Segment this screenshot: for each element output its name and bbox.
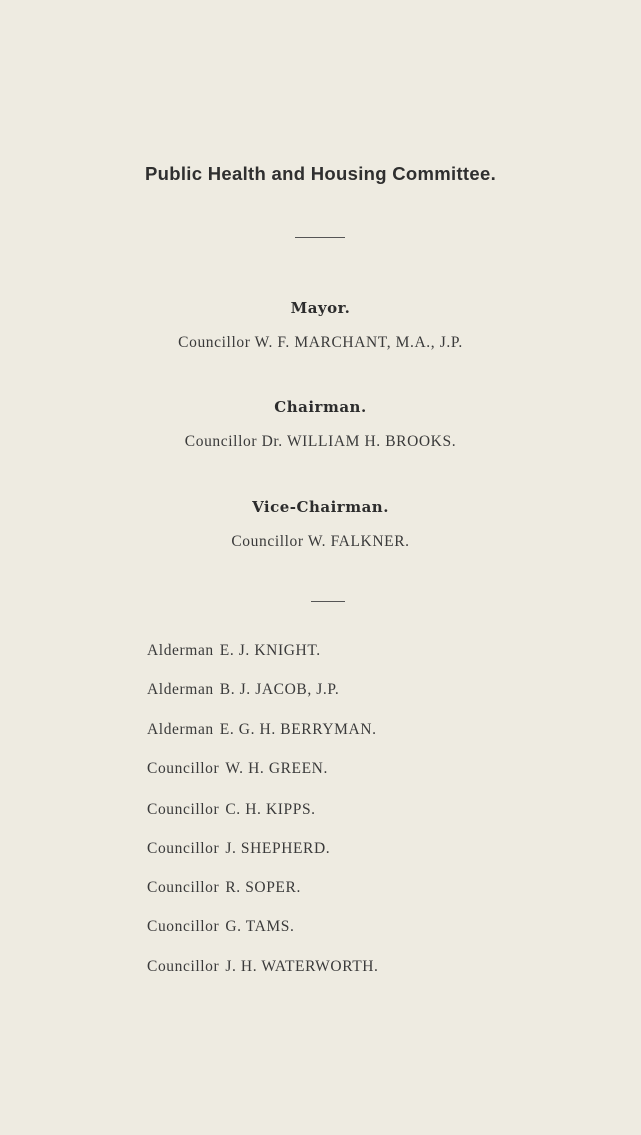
chairman-line: Councillor Dr. WILLIAM H. BROOKS. xyxy=(184,433,457,450)
member-name: W. H. GREEN. xyxy=(225,760,328,777)
member-name: R. SOPER. xyxy=(225,879,301,896)
member-name: J. H. WATERWORTH. xyxy=(225,958,379,975)
member-row xyxy=(147,918,294,936)
member-name: E. J. KNIGHT. xyxy=(219,642,321,659)
vice-chairman-heading: Vice-Chairman. xyxy=(252,498,389,516)
member-row xyxy=(147,840,330,858)
member-rank: Councillor xyxy=(147,879,220,896)
member-rank: Alderman xyxy=(147,642,214,659)
member-rank: Councillor xyxy=(147,760,220,777)
member-row xyxy=(147,760,328,778)
member-rank: Cuoncillor xyxy=(147,918,220,935)
member-rank: Councillor xyxy=(147,840,220,857)
divider-middle xyxy=(311,601,345,602)
member-name: B. J. JACOB, J.P. xyxy=(219,681,340,698)
member-row xyxy=(147,642,321,660)
divider-top xyxy=(295,237,345,238)
member-row xyxy=(147,879,301,897)
vice-chairman-line: Councillor W. FALKNER. xyxy=(231,533,410,550)
member-row xyxy=(147,958,379,976)
member-row xyxy=(147,721,377,739)
member-name: G. TAMS. xyxy=(225,918,295,935)
member-row xyxy=(147,681,339,699)
member-name: E. G. H. BERRYMAN. xyxy=(219,721,377,738)
member-name: C. H. KIPPS. xyxy=(225,801,316,818)
mayor-heading: Mayor. xyxy=(290,299,351,317)
mayor-line: Councillor W. F. MARCHANT, M.A., J.P. xyxy=(178,334,463,351)
member-rank: Councillor xyxy=(147,801,220,818)
member-row xyxy=(147,801,316,819)
member-name: J. SHEPHERD. xyxy=(225,840,331,857)
member-rank: Alderman xyxy=(147,721,214,738)
member-rank: Alderman xyxy=(147,681,214,698)
page-title: Public Health and Housing Committee. xyxy=(144,163,497,184)
member-rank: Councillor xyxy=(147,958,220,975)
chairman-heading: Chairman. xyxy=(274,398,367,416)
